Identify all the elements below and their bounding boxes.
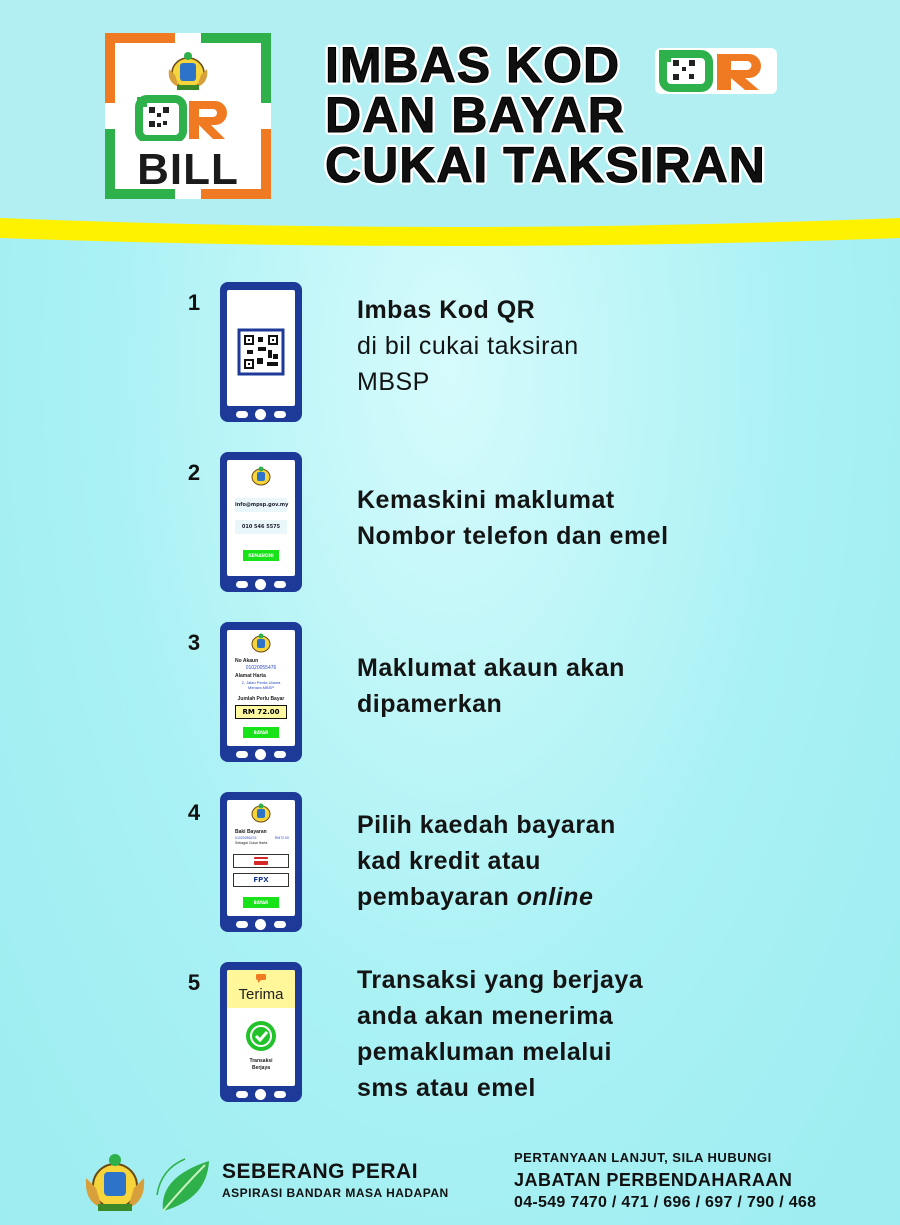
- contact-info: [514, 1150, 884, 1212]
- credit-card-icon: [251, 855, 271, 867]
- phone-illustration: [220, 622, 302, 762]
- phone-screen: [227, 460, 295, 576]
- crest-icon: [250, 803, 272, 823]
- phone-illustration: [220, 962, 302, 1102]
- message-icon: [255, 973, 267, 983]
- title-line-3: CUKAI TAKSIRAN: [325, 137, 766, 193]
- title-line-2: DAN BAYAR: [325, 87, 625, 143]
- bill-wordmark: BILL: [137, 145, 239, 194]
- phone-field: 010 546 5575: [235, 520, 287, 534]
- step-description: Pilih kaedah bayaran kad kredit atau pembayaran online: [357, 811, 616, 911]
- step-number: 2: [187, 460, 201, 485]
- qr-code-icon: [227, 290, 295, 406]
- bayar-button: BAYAR: [243, 897, 279, 908]
- step-number: 4: [187, 800, 201, 825]
- phone-screen: [227, 290, 295, 406]
- step-3: [0, 622, 900, 767]
- step-1: [0, 282, 900, 427]
- step-description: Transaksi yang berjaya anda akan menerima pemakluman melalui sms atau emel: [357, 966, 644, 1102]
- qr-badge-icon: [653, 46, 779, 96]
- phone-screen: No Akaun 01020055476 Alamat Harta 2, Jalan Perda Utama Menara MBSP Jumlah Perlu Bayar RM 72.00 BAYAR: [227, 630, 295, 746]
- step-description: Maklumat akaun akan dipamerkan: [357, 654, 625, 718]
- step-4: [0, 792, 900, 937]
- card-payment-option: [233, 854, 289, 868]
- step-number: 5: [187, 970, 201, 995]
- qr-logo-icon: [133, 95, 243, 141]
- yellow-swoosh: [0, 214, 900, 254]
- step-description: Imbas Kod QR di bil cukai taksiran MBSP: [357, 296, 579, 396]
- mbsp-crest-icon: [82, 1150, 148, 1216]
- phone-illustration: [220, 452, 302, 592]
- qr-bill-logo: [105, 33, 271, 199]
- phone-illustration: [220, 792, 302, 932]
- mbsp-crest-icon: [165, 49, 211, 93]
- step-2: [0, 452, 900, 597]
- crest-icon: [250, 633, 272, 653]
- title-line-1: IMBAS KOD: [325, 37, 621, 93]
- crest-icon: [250, 466, 272, 486]
- step-description: Kemaskini maklumat Nombor telefon dan emel: [357, 486, 669, 550]
- amount-display: RM 72.00: [235, 705, 287, 719]
- page-title: [325, 37, 885, 193]
- success-check-icon: [245, 1020, 277, 1052]
- step-number: 1: [187, 290, 201, 315]
- kemaskini-button: KEMASKINI: [243, 550, 279, 561]
- phone-screen: Baki Bayaran 01020055476 RM72.00 Sebagai Cukai Harta FPX BAYAR: [227, 800, 295, 916]
- phone-numbers: 04-549 7470 / 471 / 696 / 697 / 790 / 468: [514, 1194, 817, 1211]
- contact-question: PERTANYAAN LANJUT, SILA HUBUNGI: [514, 1150, 772, 1165]
- step-number: 3: [187, 630, 201, 655]
- fpx-payment-option: FPX: [233, 873, 289, 887]
- department-name: JABATAN PERBENDAHARAAN: [514, 1170, 793, 1190]
- email-field: info@mpsp.gov.my: [235, 498, 287, 512]
- step-5: [0, 962, 900, 1107]
- phone-illustration: [220, 282, 302, 422]
- brand-tagline: ASPIRASI BANDAR MASA HADAPAN: [222, 1186, 449, 1200]
- phone-screen: Terima Transaksi Berjaya: [227, 970, 295, 1086]
- brand-name: SEBERANG PERAI: [222, 1160, 419, 1183]
- seberang-perai-leaf-logo: [155, 1155, 215, 1217]
- bayar-button: BAYAR: [243, 727, 279, 738]
